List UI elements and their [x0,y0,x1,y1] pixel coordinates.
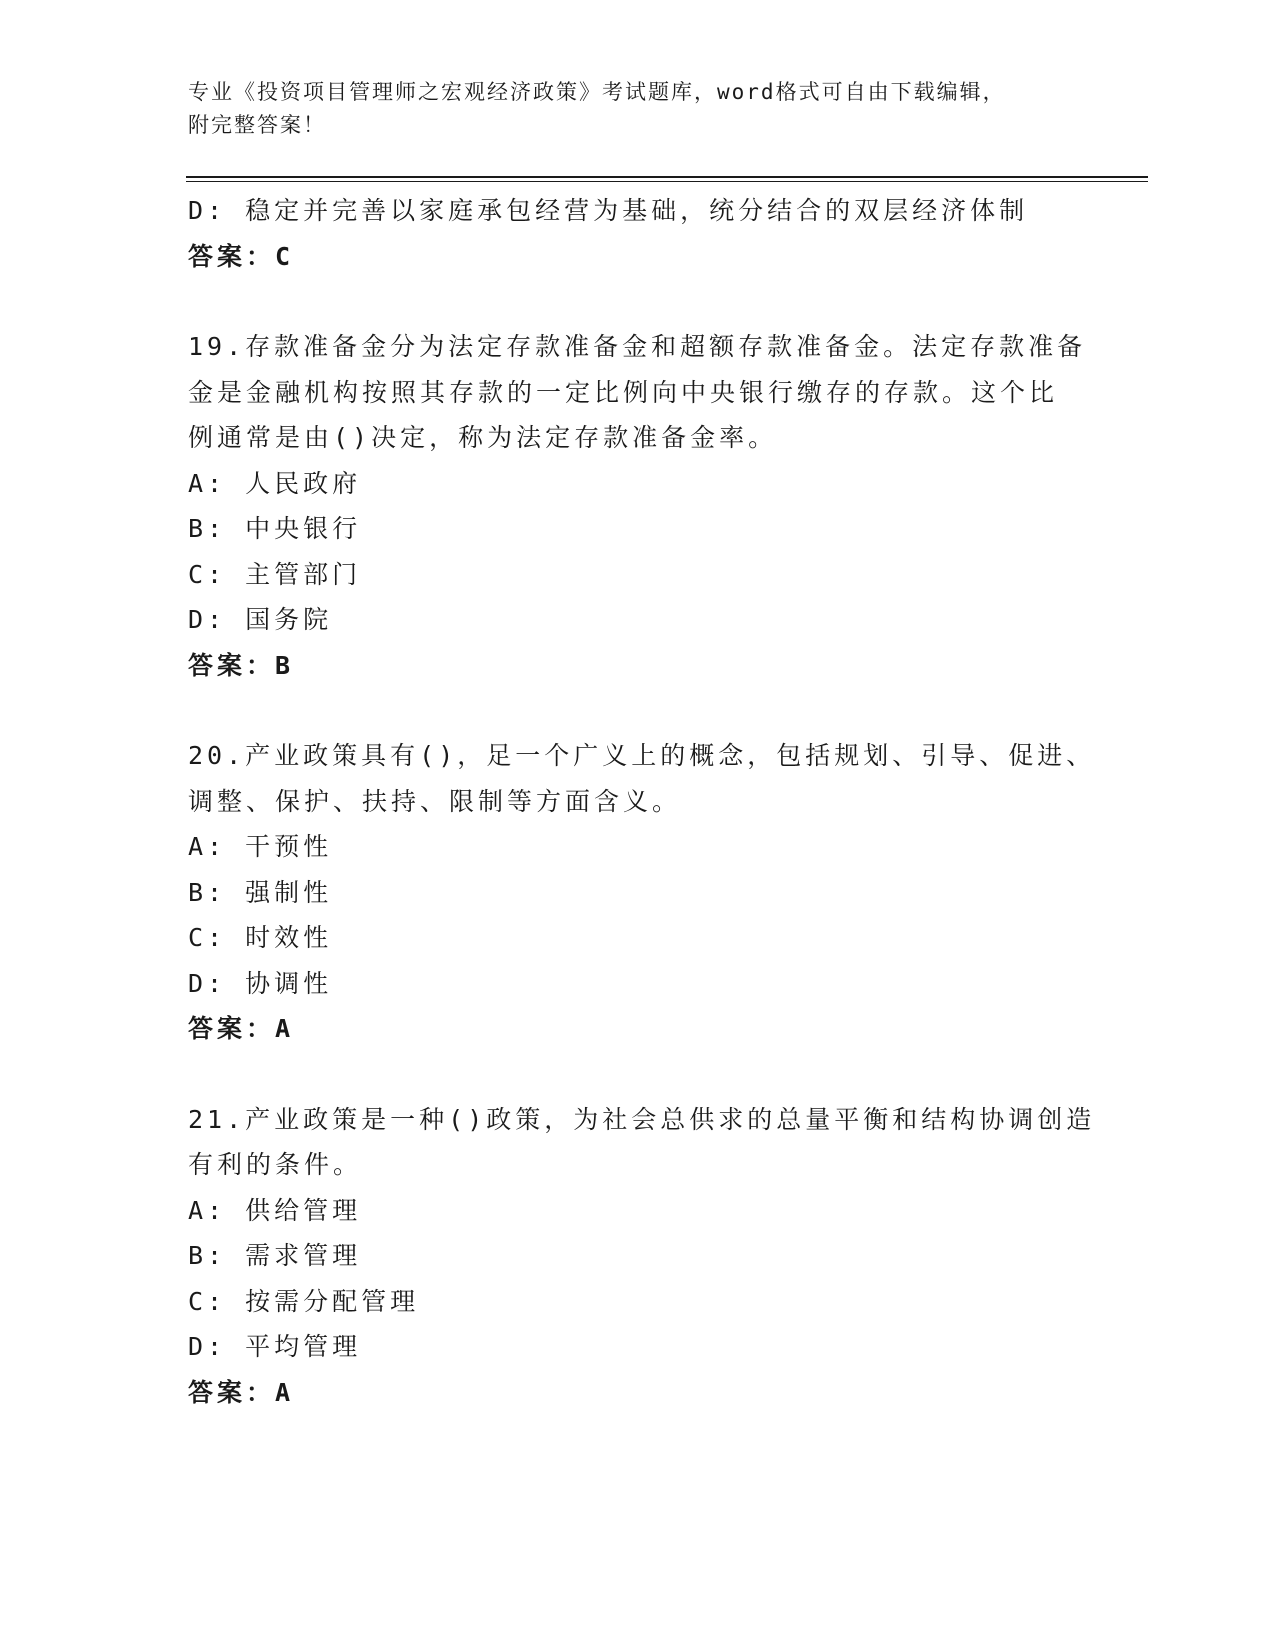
header-divider-thick [186,176,1148,178]
answer: 答案：A [188,1014,295,1043]
carryover-block [188,188,1088,279]
question-19 [188,324,1088,688]
option-b: B: 中央银行 [188,514,362,543]
option-c: C: 时效性 [188,923,333,952]
header-divider-thin [186,181,1148,182]
header-line-2: 附完整答案！ [188,113,326,137]
question-stem-line: 有利的条件。 [188,1150,363,1179]
option-c: C: 按需分配管理 [188,1286,420,1316]
question-stem-line: 19.存款准备金分为法定存款准备金和超额存款准备金。法定存款准备 [188,332,1087,361]
option-a: A: 供给管理 [188,1195,362,1225]
option-a: A: 干预性 [188,832,333,861]
document-body [188,188,1096,1415]
answer: 答案：C [188,241,295,271]
option-c: C: 主管部门 [188,559,362,589]
answer: 答案：A [188,1377,295,1407]
question-stem-line: 例通常是由()决定，称为法定存款准备金率。 [188,423,778,452]
page-header [188,76,1068,142]
option-d: D: 平均管理 [188,1332,362,1361]
option-d: D: 稳定并完善以家庭承包经营为基础，统分结合的双层经济体制 [188,196,1029,225]
question-stem-line: 21.产业政策是一种()政策，为社会总供求的总量平衡和结构协调创造 [188,1104,1096,1134]
question-21 [188,1097,1096,1416]
question-20 [188,733,1096,1052]
header-line-1: 专业《投资项目管理师之宏观经济政策》考试题库，word格式可自由下载编辑， [188,80,1006,104]
question-stem-line: 调整、保护、扶持、限制等方面含义。 [188,786,682,816]
question-stem-line: 20.产业政策具有()，足一个广义上的概念，包括规划、引导、促进、 [188,741,1096,770]
option-d: D: 协调性 [188,968,333,998]
option-b: B: 需求管理 [188,1241,362,1270]
option-a: A: 人民政府 [188,468,362,498]
answer: 答案：B [188,650,295,680]
option-b: B: 强制性 [188,877,333,907]
option-d: D: 国务院 [188,605,333,634]
question-stem-line: 金是金融机构按照其存款的一定比例向中央银行缴存的存款。这个比 [188,377,1059,407]
